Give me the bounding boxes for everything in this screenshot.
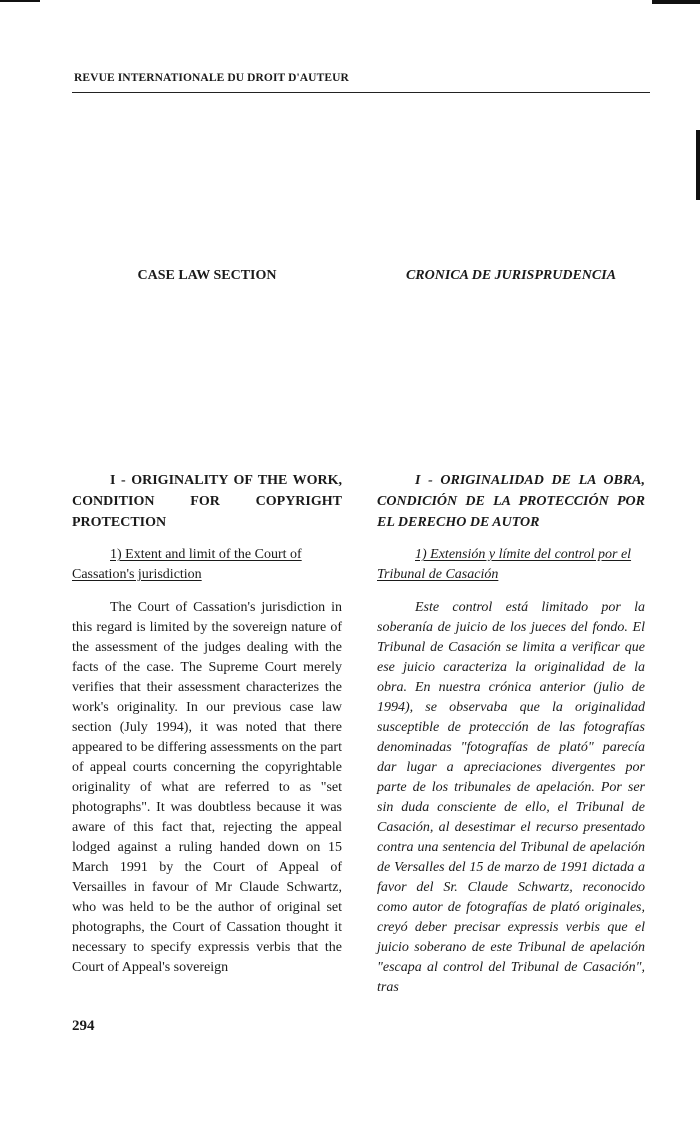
part-heading-english: I - ORIGINALITY OF THE WORK, CONDITION FOR COPYRIGHT PROTECTION (72, 473, 342, 530)
section-title-english: CASE LAW SECTION (137, 268, 277, 283)
section-title-spanish: CRONICA DE JURISPRUDENCIA (405, 268, 617, 283)
body-text-spanish: Este control está limitado por la soberanía de juicio de los jueces del fondo. El Tribunal de Casación se limita a verificar que ese juicio caracteriza la originalidad de la obra. En nuestra crónica anterior (julio de 1994), se observaba que la originalidad susceptible de protección de las fotografías denominadas "fotografías de plató" parecía dar lugar a apreciaciones divergentes por parte de los tribunales de apelación. Por ser sin duda consciente de ello, el Tribunal de Casación, al desestimar el recurso presentado contra una sentencia del Tribunal de apelación de Versalles del 15 de marzo de 1991 dictada a favor del Sr. Claude Schwartz, reconocido como autor de fotografías de plató originales, creyó deber precisar expressis verbis que el juicio soberano de este Tribunal de apelación "escapa al control del Tribunal de Casación", tras (377, 600, 645, 995)
subheading-english: 1) Extent and limit of the Court of Cassation's jurisdiction (72, 547, 302, 582)
scan-edge-mark-right (696, 130, 700, 200)
page-number: 294 (72, 1018, 95, 1034)
journal-title: REVUE INTERNATIONALE DU DROIT D'AUTEUR (74, 72, 349, 84)
scan-edge-mark-top-right (652, 0, 700, 4)
header-rule (72, 92, 650, 93)
scan-edge-mark-top-left (0, 0, 40, 2)
body-text-english: The Court of Cassation's jurisdiction in this regard is limited by the sovereign nature of the assessment of the judges dealing with the facts of the case. The Supreme Court merely verifies that their assessment characterizes the work's originality. In our previous case law section (July 1994), it was noted that there appeared to be differing assessments on the part of appeal courts concerning the copyrightable originality of what are referred to as "set photographs". It was doubtless because it was aware of this fact that, rejecting the appeal lodged against a ruling handed down on 15 March 1991 by the Court of Appeal of Versailles in favour of Mr Claude Schwartz, who was held to be the author of original set photographs, the Court of Cassation thought it necessary to specify expressis verbis that the Court of Appeal's sovereign (72, 600, 342, 975)
subheading-spanish: 1) Extensión y límite del control por el Tribunal de Casación (377, 547, 632, 582)
part-heading-spanish: I - ORIGINALIDAD DE LA OBRA, CONDICIÓN DE LA PROTECCIÓN POR EL DERECHO DE AUTOR (377, 473, 645, 530)
